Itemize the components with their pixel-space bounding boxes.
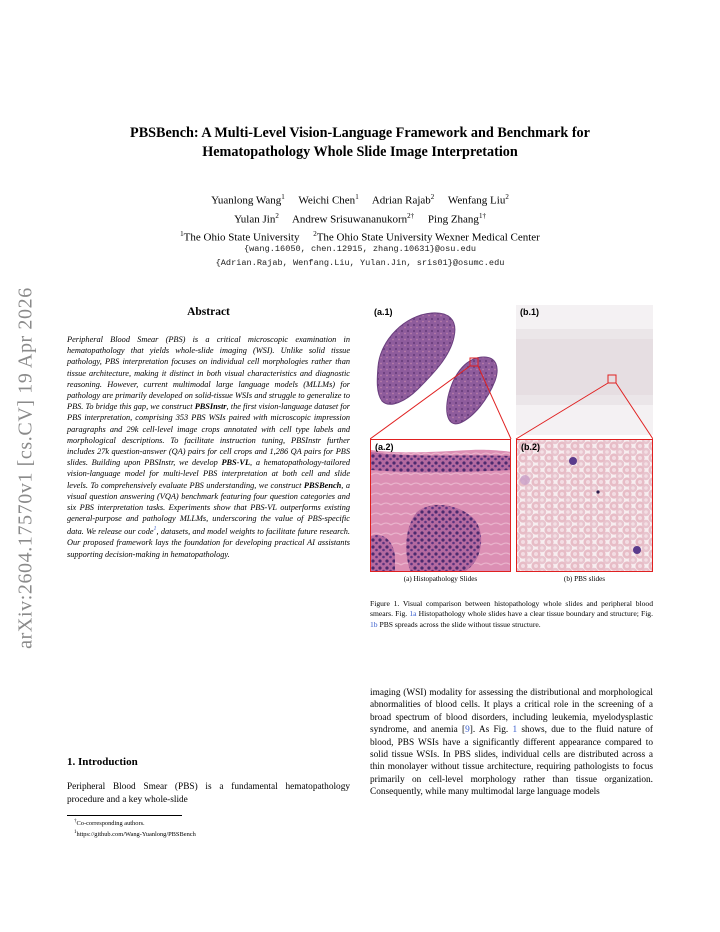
right-column-text [370,687,653,799]
footnote-mark: † [74,819,77,824]
paper-title [60,124,660,162]
author-sup: 1 [281,193,285,201]
footnote-2 [74,829,350,840]
abstract-body [67,334,350,560]
footnote-ref-link[interactable]: 1 [153,526,157,533]
figure-panel-b2 [516,439,653,572]
affiliation-2: The Ohio State University Wexner Medical Center [316,231,540,244]
title-line-1: PBSBench: A Multi-Level Vision-Language Framework and Benchmark for [130,125,590,141]
subcaption-b: (b) PBS slides [563,575,606,583]
abstract-text: , the first vision-language dataset for PBS interpretation, comprising 353 PBS WSIs paired with microscopic impression paragraphs and 29k cell-level image crops annotated with cell type labels and morphological descriptions. To facilitate instruction tuning, PBSInstr further includes 27k question-answer (QA) pairs for cell crops and 1,286 QA pairs for PBS slides. Building upon PBSInstr, we develop [67,402,350,468]
abstract-bold-term: PBSBench [303,480,342,490]
caption-text: PBS spreads across the slide without tissue structure. [377,619,541,629]
histology-zoom-image [371,440,511,572]
abstract-bold-term: PBSInstr [194,402,227,412]
author-name: Wenfang Liu [447,194,506,207]
caption-text: Figure 1. Visual comparison between histopathology whole slides and peripheral blood smears. Fig. [370,599,653,619]
abstract-text: , a visual question answering (VQA) benchmark featuring four question categories and six PBS interpretation tasks. Experiments show that PBS-VL outperforms existing general-purpose and pathology MLLMs, underscoring the value of PBS-specific data. We release our code [67,480,351,537]
author-name: Weichi Chen [298,194,356,207]
email-line-2: {Adrian.Rajab, Wenfang.Liu, Yulan.Jin, sris01}@osumc.edu [215,258,505,268]
footnote-text: Co-corresponding authors. [76,820,145,828]
affiliation-sup: 1 [180,230,184,239]
title-line-2: Hematopathology Whole Slide Image Interpretation [202,144,518,160]
author-line-1 [60,190,660,209]
footnote-mark: 1 [74,829,77,835]
caption-text: Histopathology whole slides have a clear tissue boundary and structure; Fig. [416,609,653,619]
figure-panel-a2 [370,439,511,572]
author-sup: 2† [407,211,415,220]
author-sup: 2 [505,193,509,201]
abstract-text: , a hematopathology-tailored vision-language model for multi-level PBS interpretation at both cell and slide levels. To comprehensively evaluate PBS understanding, we construct [67,458,350,490]
abstract-text: Peripheral Blood Smear (PBS) is a critical microscopic examination in hematopathology that yields whole-slide imaging (WSI). Unlike solid tissue pathology, PBS interpretation focuses on individual cell morphologies rather than tissue architecture, making it distinct in both visual characteristics and diagnostic reasoning. However, current multimodal large language models (MLLMs) for pathology are primarily developed on solid-tissue WSIs and struggle to generalize to PBS. To bridge this gap, we construct [67,335,350,412]
section-heading-introduction: 1. Introduction [67,756,138,768]
subcaption-a: (a) Histopathology Slides [403,575,478,583]
introduction-text: Peripheral Blood Smear (PBS) is a fundamental hematopathology procedure and a key whole-slide [67,782,350,805]
affiliation-sup: 2 [313,230,317,239]
abstract-bold-term: PBS-VL [221,458,251,468]
footnote-url[interactable]: https://github.com/Wang-Yuanlong/PBSBench [76,830,196,838]
author-name: Yulan Jin [234,213,276,226]
author-name: Adrian Rajab [371,194,431,207]
figure-ref-link[interactable]: 1a [409,609,417,619]
author-name: Andrew Srisuwananukorn [291,213,408,226]
author-sup: 1† [478,211,486,220]
panel-label: (a.2) [375,442,394,452]
author-sup: 2 [430,193,435,201]
author-line-2 [60,209,660,228]
panel-label: (b.1) [520,307,539,317]
arxiv-sidebar [6,268,46,668]
panel-label: (b.2) [521,442,540,452]
body-text: ]. As Fig. [469,725,513,736]
citation-link[interactable]: 9 [465,725,470,736]
email-block [60,242,660,270]
footnotes [74,818,350,839]
figure-1 [370,305,653,580]
email-line-1: {wang.16050, chen.12915, zhang.10631}@osu.edu [243,244,477,254]
footnote-divider [67,815,182,816]
zoom-connector-lines [370,305,653,445]
author-sup: 1 [355,193,359,201]
abstract-heading: Abstract [187,306,230,318]
body-text: imaging (WSI) modality for assessing the distributional and morphological abnormalities of blood cells. It plays a critical role in the screening of a broad spectrum of blood disorders, including leukemia, myelodysplastic syndrome, and anemia [ [370,688,653,736]
figure-ref-link[interactable]: 1 [512,725,518,736]
author-block [60,190,660,246]
author-name: Ping Zhang [427,213,479,226]
footnote-1 [74,818,350,829]
figure-ref-link[interactable]: 1b [370,619,378,629]
author-sup: 2 [275,211,279,220]
body-text: shows, due to the fluid nature of blood, PBS WSIs have a significantly different appearance compared to solid tissue WSIs. In PBS slides, individual cells are distributed across a thin monolayer without tissue architecture, requiring pathologists to focus primarily on cell-level morphology rather than tissue organization. Consequently, while many multimodal large language models [370,725,653,798]
author-name: Yuanlong Wang [211,194,282,207]
pbs-zoom-image [517,440,653,572]
arxiv-id: arXiv:2604.17570v1 [cs.CV] 19 Apr 2026 [14,287,37,649]
affiliation-1: The Ohio State University [183,231,300,244]
figure-1-caption [370,599,653,630]
panel-label: (a.1) [374,307,393,317]
abstract-text: , datasets, and model weights to facilitate future research. Our proposed framework lays the foundation for developing practical AI assistants supporting decision-making in hematopathology. [67,527,350,559]
